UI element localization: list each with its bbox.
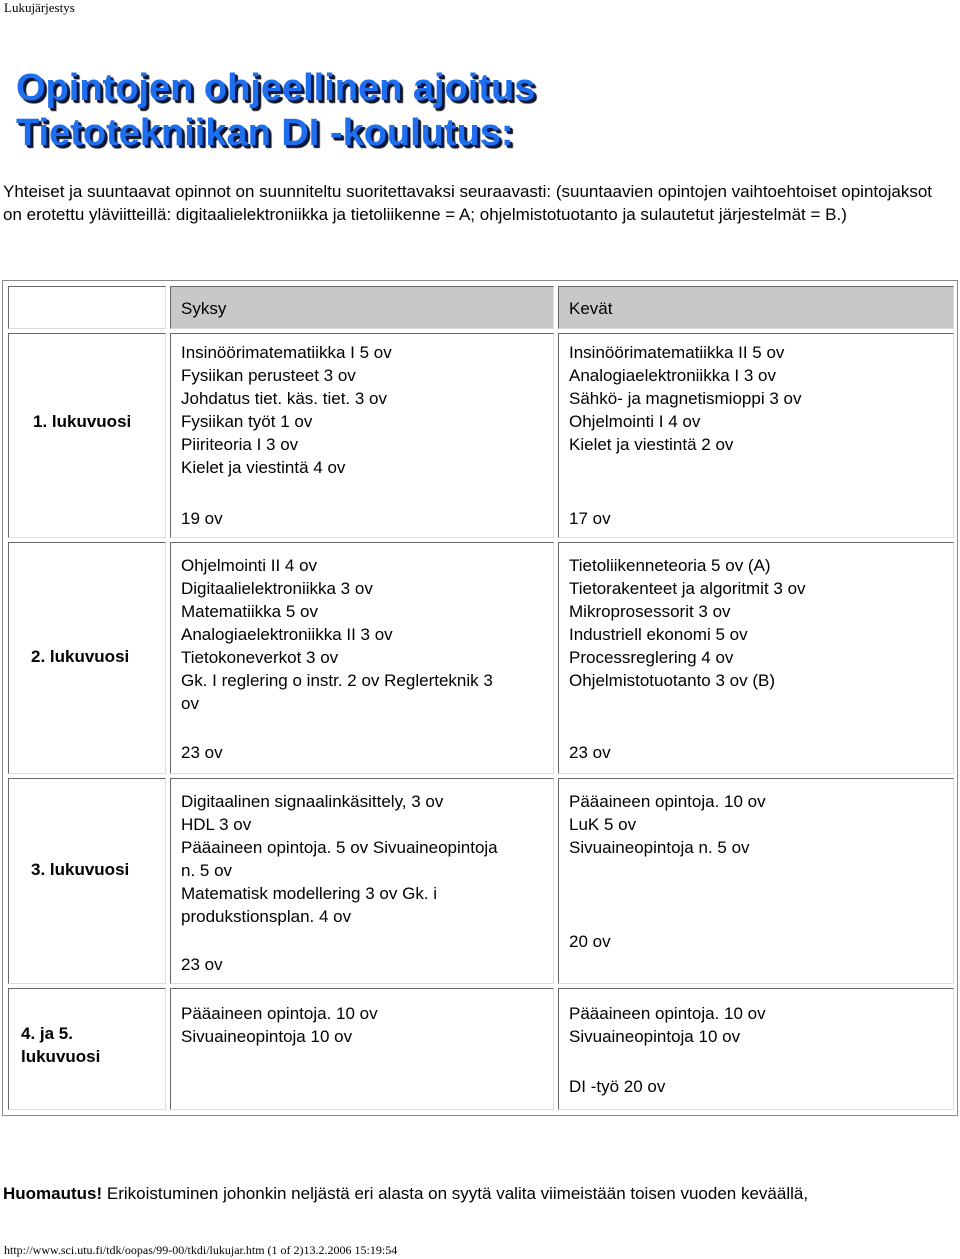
course-item: n. 5 ov — [181, 861, 233, 880]
year-2-cell — [8, 542, 166, 774]
year-3-cell — [8, 778, 166, 984]
course-item: produkstionsplan. 4 ov — [181, 907, 352, 926]
header-autumn-cell — [170, 286, 554, 329]
course-item: Pääaineen opintoja. 10 ov — [569, 1004, 766, 1023]
header-empty-cell — [8, 286, 166, 329]
year-1-spring-cell — [558, 333, 954, 538]
course-item: Piiriteoria I 3 ov — [181, 435, 299, 454]
course-item: Sivuaineopintoja 10 ov — [181, 1027, 353, 1046]
note-label: Huomautus! — [3, 1184, 103, 1203]
year-1-cell — [8, 333, 166, 538]
course-list — [569, 341, 801, 456]
course-item: LuK 5 ov — [569, 815, 637, 834]
note-paragraph — [3, 1182, 808, 1205]
course-item: Processreglering 4 ov — [569, 648, 734, 667]
heading-line-1: Opintojen ohjeellinen ajoitus — [16, 67, 536, 109]
course-item: Pääaineen opintoja. 5 ov Sivuaineopintoja — [181, 838, 498, 857]
credit-total: 23 ov — [181, 743, 223, 762]
course-item: Analogiaelektroniikka II 3 ov — [181, 625, 393, 644]
course-list — [569, 790, 766, 859]
page-heading — [16, 66, 535, 156]
course-item: ov — [181, 694, 199, 713]
course-list — [181, 341, 392, 479]
course-item: Matematiikka 5 ov — [181, 602, 318, 621]
credit-total: 17 ov — [569, 509, 611, 528]
course-item: Johdatus tiet. käs. tiet. 3 ov — [181, 389, 388, 408]
course-item: Tietokoneverkot 3 ov — [181, 648, 339, 667]
year-4-5-spring-cell — [558, 988, 954, 1110]
year-label-line-1: 4. ja 5. — [21, 1024, 73, 1043]
course-item: Ohjelmistotuotanto 3 ov (B) — [569, 671, 775, 690]
browser-page-title: Lukujärjestys — [4, 0, 75, 15]
note-text: Erikoistuminen johonkin neljästä eri alasta on syytä valita viimeistään toisen vuoden keväällä, — [102, 1184, 809, 1203]
course-item: Ohjelmointi I 4 ov — [569, 412, 701, 431]
year-4-5-autumn-cell — [170, 988, 554, 1110]
course-item: Tietoliikenneteoria 5 ov (A) — [569, 556, 771, 575]
course-item: Fysiikan työt 1 ov — [181, 412, 313, 431]
course-item: Digitaalielektroniikka 3 ov — [181, 579, 373, 598]
course-item: Sivuaineopintoja n. 5 ov — [569, 838, 750, 857]
course-item: Digitaalinen signaalinkäsittely, 3 ov — [181, 792, 444, 811]
header-spring: Kevät — [569, 299, 613, 318]
course-item: Pääaineen opintoja. 10 ov — [569, 792, 766, 811]
course-list — [181, 554, 493, 715]
thesis-credits: DI -työ 20 ov — [569, 1077, 666, 1096]
header-spring-cell — [558, 286, 954, 329]
credit-total: 23 ov — [569, 743, 611, 762]
course-item: Sivuaineopintoja 10 ov — [569, 1027, 741, 1046]
course-list — [569, 1002, 766, 1048]
page-footer-url: http://www.sci.utu.fi/tdk/oopas/99-00/tkdi/lukujar.htm (1 of 2)13.2.2006 15:19:54 — [4, 1243, 398, 1257]
intro-paragraph: Yhteiset ja suuntaavat opinnot on suunniteltu suoritettavaksi seuraavasti: (suuntaavien opintojen vaihtoehtoiset opintojaksot on erotettu yläviitteillä: digitaalielektroniikka ja tietoliikenne = A; ohjelmistotuotanto ja sulautetut järjestelmät = B.) — [3, 182, 932, 224]
credit-total: 23 ov — [181, 955, 223, 974]
course-item: Kielet ja viestintä 4 ov — [181, 458, 346, 477]
year-label — [21, 1022, 100, 1068]
course-item: Insinöörimatematiikka II 5 ov — [569, 343, 785, 362]
credit-total: 20 ov — [569, 932, 611, 951]
header-autumn: Syksy — [181, 299, 227, 318]
year-label: 2. lukuvuosi — [31, 647, 130, 666]
year-label: 3. lukuvuosi — [31, 860, 130, 879]
course-item: Pääaineen opintoja. 10 ov — [181, 1004, 378, 1023]
year-1-autumn-cell — [170, 333, 554, 538]
course-list — [181, 790, 498, 928]
year-3-spring-cell — [558, 778, 954, 984]
course-item: Sähkö- ja magnetismioppi 3 ov — [569, 389, 802, 408]
course-item: Fysiikan perusteet 3 ov — [181, 366, 356, 385]
year-label: 1. lukuvuosi — [33, 412, 132, 431]
course-item: Kielet ja viestintä 2 ov — [569, 435, 734, 454]
year-2-spring-cell — [558, 542, 954, 774]
course-item: Tietorakenteet ja algoritmit 3 ov — [569, 579, 806, 598]
course-list — [181, 1002, 378, 1048]
credit-total: 19 ov — [181, 509, 223, 528]
course-item: Ohjelmointi II 4 ov — [181, 556, 318, 575]
course-item: Analogiaelektroniikka I 3 ov — [569, 366, 776, 385]
course-item: Matematisk modellering 3 ov Gk. i — [181, 884, 438, 903]
year-label-line-2: lukuvuosi — [21, 1047, 101, 1066]
course-item: Industriell ekonomi 5 ov — [569, 625, 748, 644]
course-item: Mikroprosessorit 3 ov — [569, 602, 731, 621]
schedule-table — [2, 280, 958, 1116]
year-3-autumn-cell — [170, 778, 554, 984]
heading-line-2: Tietotekniikan DI -koulutus: — [16, 112, 514, 154]
course-item: Insinöörimatematiikka I 5 ov — [181, 343, 392, 362]
course-item: HDL 3 ov — [181, 815, 252, 834]
course-item: Gk. I reglering o instr. 2 ov Reglerteknik 3 — [181, 671, 493, 690]
course-list — [569, 554, 806, 692]
year-2-autumn-cell — [170, 542, 554, 774]
year-4-5-cell — [8, 988, 166, 1110]
